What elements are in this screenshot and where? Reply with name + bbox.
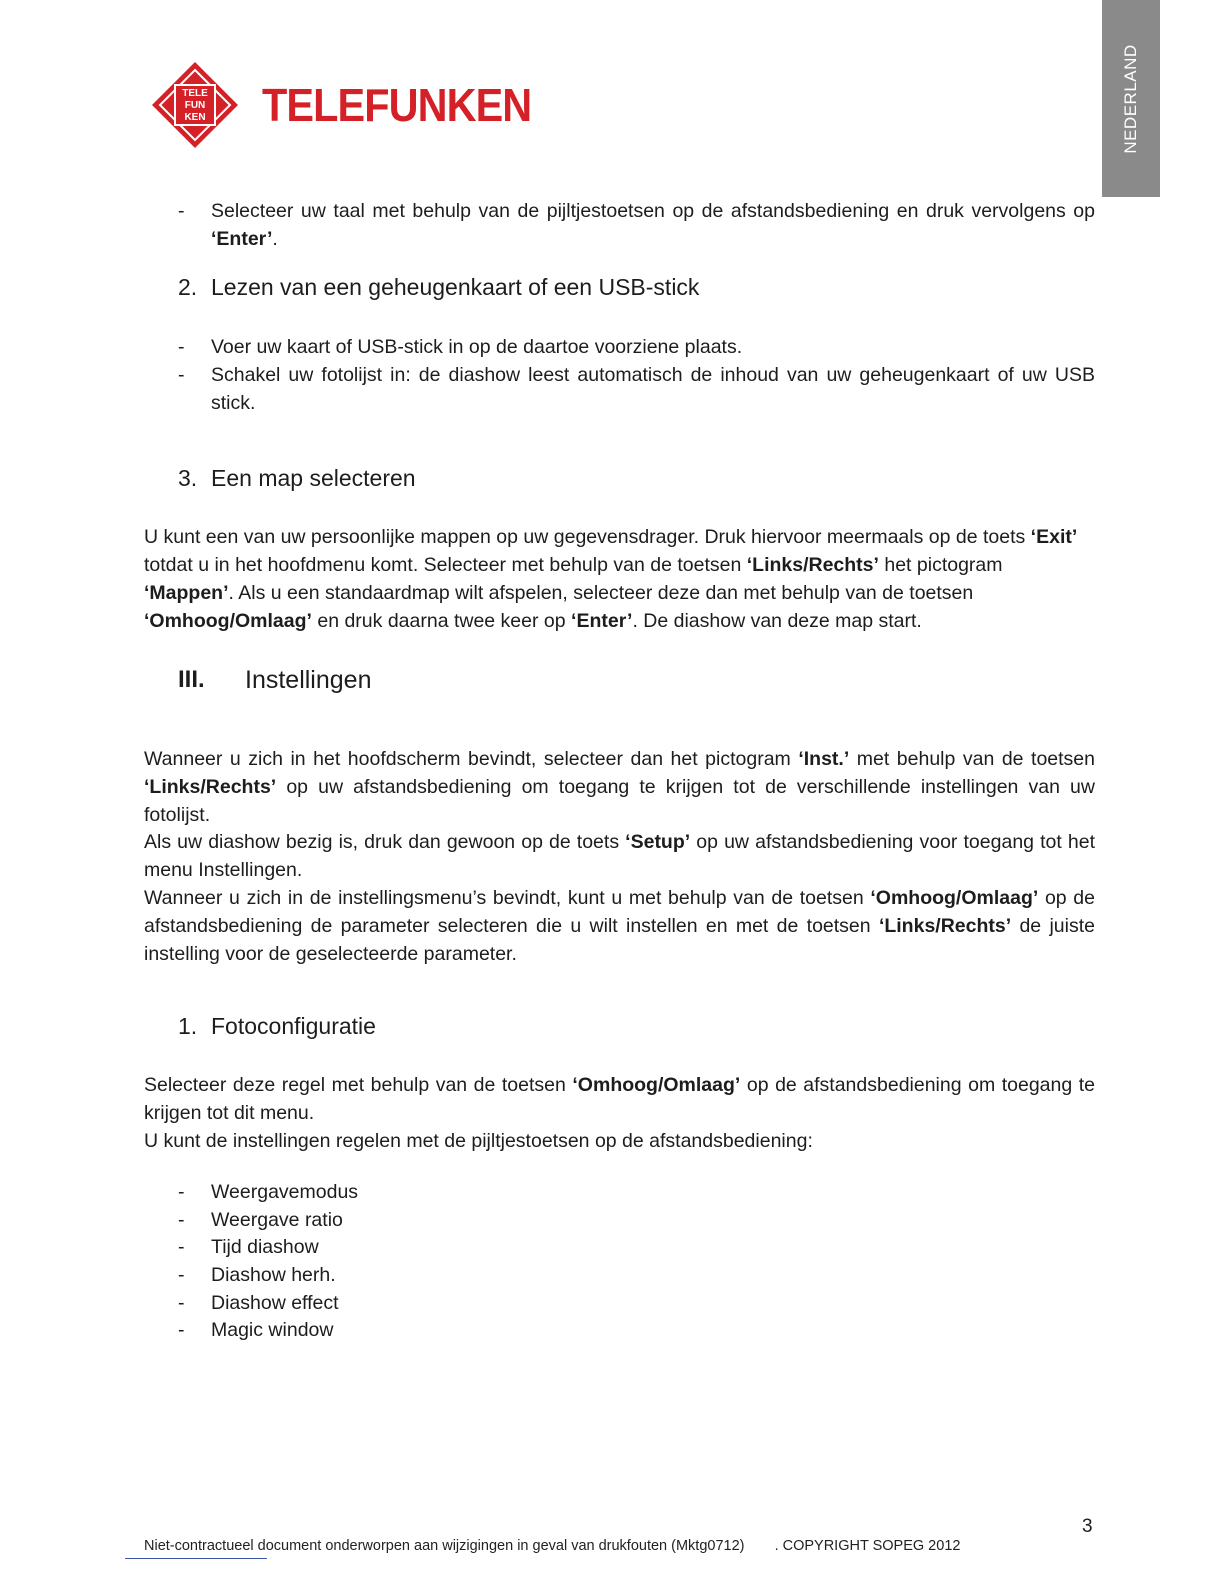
section3-number: 3.	[178, 465, 198, 491]
list-item: Diashow effect	[211, 1292, 339, 1314]
bullet-marker: -	[178, 1209, 185, 1231]
chapter-numeral: III.	[178, 666, 205, 693]
page-number: 3	[1082, 1516, 1093, 1537]
svg-text:KEN: KEN	[184, 112, 206, 123]
fotoconfiguratie-paragraph-2: U kunt de instellingen regelen met de pijltjestoetsen op de afstandsbediening:	[144, 1130, 813, 1152]
bullet-marker: -	[178, 336, 185, 358]
sub1-number: 1.	[178, 1013, 198, 1039]
section2-title: Lezen van een geheugenkaart of een USB-stick	[211, 274, 700, 300]
list-item: Weergave ratio	[211, 1209, 343, 1231]
section3-title: Een map selecteren	[211, 465, 416, 491]
svg-text:TELE: TELE	[182, 88, 208, 99]
list-item: Schakel uw fotolijst in: de diashow leest automatisch de inhoud van uw geheugenkaart of uw USB stick.	[211, 364, 1095, 414]
chapter-title: Instellingen	[245, 666, 372, 694]
svg-text:FUN: FUN	[184, 100, 206, 111]
footer-divider	[125, 1558, 267, 1559]
fotoconfiguratie-paragraph-1: Selecteer deze regel met behulp van de toetsen ‘Omhoog/Omlaag’ op de afstandsbediening om toegang te krijgen tot dit menu.	[144, 1074, 1095, 1124]
language-tab-label: NEDERLAND	[1121, 43, 1140, 154]
footer-disclaimer: Niet-contractueel document onderworpen aan wijzigingen in geval van drukfouten (Mktg0712)	[144, 1538, 745, 1554]
bullet-marker: -	[178, 1292, 185, 1314]
bullet-marker: -	[178, 364, 185, 386]
telefunken-logo-icon	[150, 60, 240, 150]
bullet-marker: -	[178, 1264, 185, 1286]
list-item: Diashow herh.	[211, 1264, 336, 1286]
instellingen-paragraph-1: Wanneer u zich in het hoofdscherm bevindt, selecteer dan het pictogram ‘Inst.’ met behulp van de toetsen ‘Links/Rechts’ op uw afstandsbediening om toegang te krijgen tot de verschillende instellingen van uw fotolijst.	[144, 748, 1096, 826]
bullet-marker: -	[178, 1319, 185, 1341]
section2-number: 2.	[178, 274, 198, 300]
instellingen-paragraph-3: Wanneer u zich in de instellingsmenu’s bevindt, kunt u met behulp van de toetsen ‘Omhoog/Omlaag’ op de afstandsbediening de parameter selecteren die u wilt instellen en met de toetsen ‘Links/Rechts’ de juiste instelling voor de geselecteerde parameter.	[144, 887, 1096, 965]
language-tab	[1102, 0, 1160, 197]
list-item: Magic window	[211, 1319, 334, 1341]
list-item: Voer uw kaart of USB-stick in op de daartoe voorziene plaats.	[211, 336, 743, 358]
bullet-marker: -	[178, 1236, 185, 1258]
footer-copyright: . COPYRIGHT SOPEG 2012	[774, 1538, 961, 1554]
brand-name: TELEFUNKEN	[262, 79, 532, 131]
list-item: Weergavemodus	[211, 1181, 359, 1203]
intro-bullet-text: Selecteer uw taal met behulp van de pijltjestoetsen op de afstandsbediening en druk vervolgens op ‘Enter’.	[211, 200, 1095, 250]
list-item: Tijd diashow	[211, 1236, 319, 1258]
bullet-marker: -	[178, 200, 185, 222]
section3-paragraph: U kunt een van uw persoonlijke mappen op uw gegevensdrager. Druk hiervoor meermaals op de toets ‘Exit’ totdat u in het hoofdmenu komt. Selecteer met behulp van de toetsen ‘Links/Rechts’ het pictogram ‘Mappen’. Als u een standaardmap wilt afspelen, selecteer deze dan met behulp van de toetsen ‘Omhoog/Omlaag’ en druk daarna twee keer op ‘Enter’. De diashow van deze map start.	[144, 526, 1078, 632]
bullet-marker: -	[178, 1181, 185, 1203]
instellingen-paragraph-2: Als uw diashow bezig is, druk dan gewoon op de toets ‘Setup’ op uw afstandsbediening voor toegang tot het menu Instellingen.	[144, 831, 1095, 881]
sub1-title: Fotoconfiguratie	[211, 1013, 376, 1039]
footer-text	[144, 1538, 960, 1554]
